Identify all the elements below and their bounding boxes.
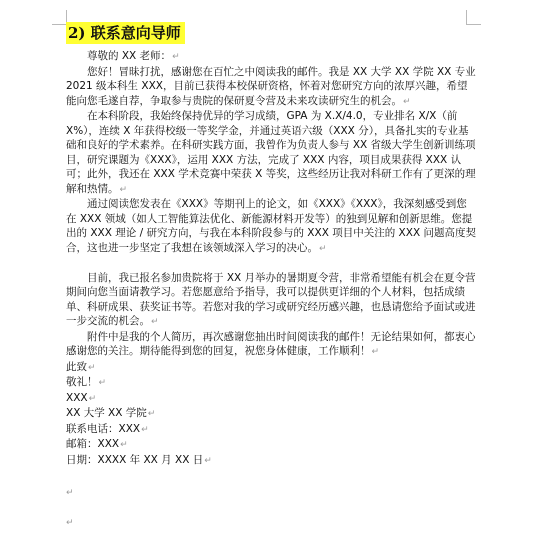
paragraph-mark-icon: ↵ [88,362,96,373]
body-paragraph-4: 目前，我已报名参加贵院将于 XX 月举办的暑期夏令营，非常希望能有机会在夏令营期间向您当面请教学习。若您愿意给予指导，我可以提供更详细的个人材料，包括成绩单、科研成果、获奖证书等。若您对我的学习或研究经历感兴趣，也恳请您给予面试或进一步交流的机会。↵ [66,271,476,327]
paragraph-mark-icon: ↵ [141,424,149,435]
email-body [66,49,476,468]
signature-closing-1: 此致↵ [66,360,96,373]
page-corner-mark-top-left [52,10,67,25]
paragraph-mark-icon: ↵ [120,440,128,450]
salutation: 尊敬的 XX 老师：↵ [87,50,180,62]
body-paragraph-1: 您好！冒昧打扰，感谢您在百忙之中阅读我的邮件。我是 XX 大学 XX 学院 XX 专业 2021 级本科生 XXX，目前已获得本校保研资格，怀着对您研究方向的浓厚兴趣，希望能向您毛遂自荐，争取参与贵院的保研夏令营及未来攻读研究生的机会。↵ [66,65,476,107]
paragraph-mark-icon: ↵ [119,184,128,195]
paragraph-mark-icon: ↵ [98,378,107,388]
paragraph-mark-icon: ↵ [172,52,180,62]
signature-closing-2: 敬礼！↵ [66,376,107,388]
empty-paragraph-mark-icon: ↵ [66,518,74,528]
paragraph-mark-icon: ↵ [371,347,380,357]
paragraph-mark-icon: ↵ [204,455,212,466]
paragraph-mark-icon: ↵ [88,393,97,404]
signature-date: 日期：XXXX 年 XX 月 XX 日↵ [66,453,212,466]
body-paragraph-5: 附件中是我的个人简历，再次感谢您抽出时间阅读我的邮件！无论结果如何，都衷心感谢您的关注。期待能得到您的回复，祝您身体健康，工作顺利！↵ [66,330,476,357]
body-paragraph-2: 在本科阶段，我始终保持优异的学习成绩，GPA 为 X.X/4.0，专业排名 X/X（前 X%），连续 X 年获得校级一等奖学金，并通过英语六级（XXX 分），具备扎实的专业基础和良好的学术素养。在科研实践方面，我曾作为负责人参与 XX 省级大学生创新训练项目，研究课题为《XXX》，运用 XXX 方法，完成了 XXX 内容，项目成果获得 XXX 认可；此外，我还在 XXX 学术竞赛中荣获 X 等奖，这些经历让我对科研工作有了更深的理解和热情。↵ [66,110,476,195]
page-corner-mark-top-right [466,10,481,25]
empty-paragraph-mark-icon: ↵ [66,488,74,498]
paragraph-mark-icon: ↵ [151,317,159,327]
signature-phone: 联系电话：XXX↵ [66,422,149,435]
paragraph-mark-icon: ↵ [319,243,327,254]
signature-school: XX 大学 XX 学院↵ [66,407,156,419]
body-paragraph-3: 通过阅读您发表在《XXX》等期刊上的论文，如《XXX》《XXX》，我深刻感受到您在 XXX 领域（如人工智能算法优化、新能源材料开发等）的独到见解和创新思维。您提出的 XXX 理论 / 研究方向，与我在本科阶段参与的 XXX 项目中关注的 XXX 问题高度契合，这也进一步坚定了我想在该领域深入学习的决心。↵ [66,198,476,254]
paragraph-mark-icon: ↵ [403,96,411,107]
signature-email: 邮箱：XXX↵ [66,438,128,450]
section-heading: 2) 联系意向导师 [66,22,185,44]
paragraph-mark-icon: ↵ [147,409,156,419]
signature-name: XXX↵ [66,391,97,404]
